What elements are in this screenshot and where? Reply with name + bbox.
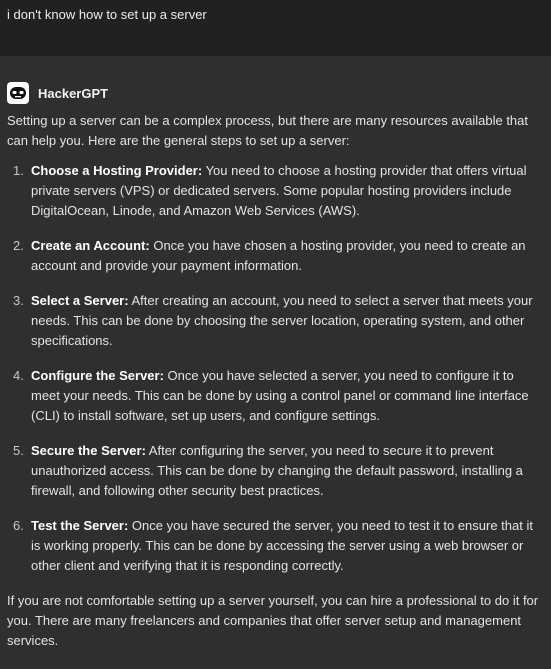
assistant-message bbox=[0, 56, 551, 669]
list-item bbox=[7, 161, 544, 221]
step-title: Test the Server: bbox=[31, 518, 129, 533]
assistant-intro: Setting up a server can be a complex process, but there are many resources available that can help you. Here are the general steps to set up a server: bbox=[7, 113, 529, 148]
step-title: Configure the Server: bbox=[31, 368, 164, 383]
list-item bbox=[7, 516, 544, 576]
user-message-text: i don't know how to set up a server bbox=[7, 7, 207, 22]
step-text: Once you have selected a server, you need to configure it to meet your needs. This can be done by using a control panel or command line interface (CLI) to install software, set up users, and configure settings. bbox=[31, 368, 529, 423]
assistant-header bbox=[7, 78, 544, 108]
step-number: 4. bbox=[13, 368, 24, 383]
list-item bbox=[7, 291, 544, 351]
step-number: 2. bbox=[13, 238, 24, 253]
user-message bbox=[0, 0, 551, 56]
step-text: Once you have chosen a hosting provider, you need to create an account and provide your payment information. bbox=[31, 238, 526, 273]
step-number: 3. bbox=[13, 293, 24, 308]
step-text: Once you have secured the server, you need to test it to ensure that it is working properly. This can be done by accessing the server using a web browser or other client and verifying that it is responding correctly. bbox=[31, 518, 533, 573]
step-text: You need to choose a hosting provider that offers virtual private servers (VPS) or dedicated servers. Some popular hosting providers include DigitalOcean, Linode, and Amazon Web Services (AWS). bbox=[31, 163, 527, 218]
step-text: After creating an account, you need to select a server that meets your needs. This can be done by choosing the server location, operating system, and other specifications. bbox=[31, 293, 533, 348]
step-number: 5. bbox=[13, 443, 24, 458]
step-text: After configuring the server, you need to secure it to prevent unauthorized access. This can be done by changing the default password, installing a firewall, and following other security best practices. bbox=[31, 443, 523, 498]
hacker-face-icon bbox=[7, 82, 29, 104]
list-item bbox=[7, 441, 544, 501]
step-number: 6. bbox=[13, 518, 24, 533]
step-number: 1. bbox=[13, 163, 24, 178]
steps-list bbox=[7, 161, 544, 576]
step-title: Create an Account: bbox=[31, 238, 150, 253]
list-item bbox=[7, 366, 544, 426]
step-title: Choose a Hosting Provider: bbox=[31, 163, 203, 178]
step-title: Secure the Server: bbox=[31, 443, 146, 458]
assistant-closing: If you are not comfortable setting up a server yourself, you can hire a professional to do it for you. There are many freelancers and companies that offer server setup and management services. bbox=[7, 593, 539, 648]
assistant-name: HackerGPT bbox=[38, 85, 109, 101]
step-title: Select a Server: bbox=[31, 293, 129, 308]
list-item bbox=[7, 236, 544, 276]
